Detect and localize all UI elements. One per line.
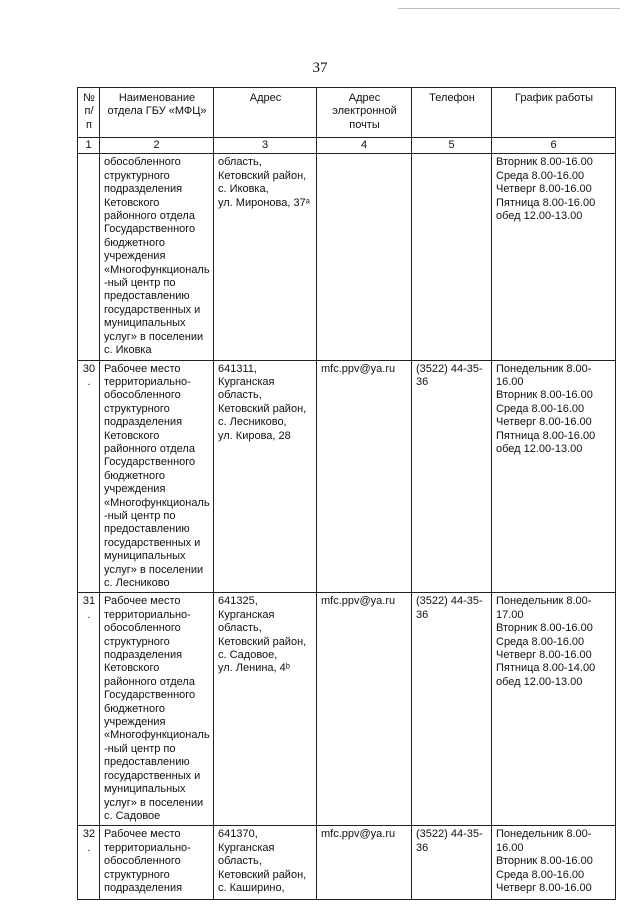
cell-line: обособленного [104, 156, 181, 169]
cell-line: Государственного [104, 689, 196, 702]
cell-line: Среда 8.00-16.00 [496, 635, 585, 648]
cell-line: -ный центр по [104, 742, 176, 755]
table-row [78, 826, 616, 900]
cell-line: обособленного [104, 389, 181, 402]
cell-line: Кетовский район, [218, 402, 307, 415]
cell-line: территориально- [104, 375, 191, 388]
office-address [214, 826, 317, 900]
cell-line: Кетовского [104, 662, 160, 675]
cell-line: бюджетного [104, 702, 165, 715]
row-number: 32. [78, 826, 100, 900]
header-row [78, 88, 616, 138]
row-number [78, 154, 100, 360]
cell-line: 641370, [218, 828, 258, 841]
table-row [78, 360, 616, 593]
cell-line: 16.00 [496, 375, 524, 388]
cell-line: территориально- [104, 608, 191, 621]
cell-line: Рабочее место [104, 595, 181, 608]
cell-line: Четверг 8.00-16.00 [496, 649, 592, 662]
column-number: 6 [492, 138, 616, 154]
cell-line: Вторник 8.00-16.00 [496, 156, 593, 169]
cell-line: Государственного [104, 456, 196, 469]
cell-line: Пятница 8.00-16.00 [496, 429, 596, 442]
office-phone [412, 360, 492, 593]
cell-line: Среда 8.00-16.00 [496, 868, 585, 881]
cell-line: Кетовский район, [218, 868, 307, 881]
cell-line: структурного [104, 402, 170, 415]
office-email: mfc.ppv@ya.ru [317, 826, 412, 900]
cell-line: «Многофункциональ [104, 263, 210, 276]
cell-line: Четверг 8.00-16.00 [496, 416, 592, 429]
cell-line: 36 [416, 375, 429, 388]
cell-line: Среда 8.00-16.00 [496, 402, 585, 415]
cell-line: область, [218, 622, 262, 635]
cell-line: подразделения [104, 416, 183, 429]
cell-line: Вторник 8.00-16.00 [496, 855, 593, 868]
cell-line: территориально- [104, 841, 191, 854]
office-address [214, 360, 317, 593]
cell-line: Вторник 8.00-16.00 [496, 389, 593, 402]
offices-table [77, 87, 616, 900]
cell-line: структурного [104, 868, 170, 881]
cell-line: Среда 8.00-16.00 [496, 169, 585, 182]
header-num: № п/п [78, 88, 100, 138]
cell-line: предоставлению [104, 756, 190, 769]
table-row [78, 154, 616, 360]
cell-line: 36 [416, 608, 429, 621]
cell-line: -ный центр по [104, 277, 176, 290]
cell-line: область, [218, 855, 262, 868]
cell-line: ул. Миронова, 37ᵃ [218, 196, 310, 209]
cell-line: муниципальных [104, 317, 186, 330]
header-phone: Телефон [412, 88, 492, 138]
header-email: Адрес электронной почты [317, 88, 412, 138]
cell-line: «Многофункциональ [104, 496, 210, 509]
cell-line: (3522) 44-35- [416, 595, 483, 608]
office-address [214, 154, 317, 360]
cell-line: структурного [104, 169, 170, 182]
column-number-row [78, 138, 616, 154]
cell-line: Понедельник 8.00- [496, 595, 592, 608]
cell-line: (3522) 44-35- [416, 362, 483, 375]
cell-line: муниципальных [104, 550, 186, 563]
row-number: 30. [78, 360, 100, 593]
office-phone [412, 593, 492, 826]
cell-line: с. Садовое, [218, 649, 278, 662]
office-name [100, 593, 214, 826]
cell-line: 17.00 [496, 608, 524, 621]
cell-line: Понедельник 8.00- [496, 362, 592, 375]
cell-line: услуг» в поселении [104, 330, 204, 343]
cell-line: Рабочее место [104, 362, 181, 375]
cell-line: область, [218, 389, 262, 402]
cell-line: районного отдела [104, 210, 195, 223]
office-address [214, 593, 317, 826]
cell-line: подразделения [104, 649, 183, 662]
office-schedule [492, 826, 616, 900]
cell-line: муниципальных [104, 783, 186, 796]
office-email [317, 154, 412, 360]
cell-line: 641311, [218, 362, 257, 375]
cell-line: Курганская [218, 375, 275, 388]
cell-line: с. Садовое [104, 809, 161, 822]
header-address: Адрес [214, 88, 317, 138]
cell-line: учреждения [104, 716, 166, 729]
office-schedule [492, 360, 616, 593]
cell-line: районного отдела [104, 442, 195, 455]
cell-line: Кетовского [104, 429, 160, 442]
cell-line: Кетовский район, [218, 635, 307, 648]
cell-line: 36 [416, 841, 429, 854]
cell-line: обед 12.00-13.00 [496, 442, 583, 455]
cell-line: ул. Кирова, 28 [218, 429, 291, 442]
office-email: mfc.ppv@ya.ru [317, 593, 412, 826]
cell-line: предоставлению [104, 290, 190, 303]
table-row [78, 593, 616, 826]
office-schedule [492, 154, 616, 360]
cell-line: 16.00 [496, 841, 524, 854]
cell-line: подразделения [104, 183, 183, 196]
cell-line: бюджетного [104, 236, 165, 249]
cell-line: Понедельник 8.00- [496, 828, 592, 841]
cell-line: государственных и [104, 303, 201, 316]
cell-line: Рабочее место [104, 828, 181, 841]
cell-line: районного отдела [104, 675, 195, 688]
office-email: mfc.ppv@ya.ru [317, 360, 412, 593]
cell-line: Четверг 8.00-16.00 [496, 881, 592, 894]
row-number: 31. [78, 593, 100, 826]
column-number: 3 [214, 138, 317, 154]
cell-line: Четверг 8.00-16.00 [496, 183, 592, 196]
cell-line: учреждения [104, 250, 166, 263]
cell-line: Курганская [218, 608, 275, 621]
cell-line: с. Иковка [104, 344, 152, 357]
cell-line: государственных и [104, 769, 201, 782]
cell-line: Вторник 8.00-16.00 [496, 622, 593, 635]
column-number: 4 [317, 138, 412, 154]
column-number: 5 [412, 138, 492, 154]
cell-line: подразделения [104, 881, 183, 894]
cell-line: с. Каширино, [218, 881, 285, 894]
cell-line: услуг» в поселении [104, 563, 204, 576]
cell-line: Пятница 8.00-16.00 [496, 196, 596, 209]
cell-line: обед 12.00-13.00 [496, 210, 583, 223]
cell-line: обособленного [104, 622, 181, 635]
cell-line: учреждения [104, 483, 166, 496]
cell-line: Пятница 8.00-14.00 [496, 662, 596, 675]
cell-line: обед 12.00-13.00 [496, 675, 583, 688]
cell-line: область, [218, 156, 262, 169]
cell-line: Кетовский район, [218, 169, 307, 182]
cell-line: 641325, [218, 595, 258, 608]
office-name [100, 826, 214, 900]
header-schedule: График работы [492, 88, 616, 138]
cell-line: Государственного [104, 223, 196, 236]
cell-line: с. Иковка, [218, 183, 269, 196]
office-phone [412, 154, 492, 360]
office-schedule [492, 593, 616, 826]
cell-line: Кетовского [104, 196, 160, 209]
cell-line: Курганская [218, 841, 275, 854]
cell-line: с. Лесниково, [218, 416, 287, 429]
office-phone [412, 826, 492, 900]
cell-line: обособленного [104, 855, 181, 868]
office-name [100, 360, 214, 593]
header-name: Наименование отдела ГБУ «МФЦ» [100, 88, 214, 138]
column-number: 2 [100, 138, 214, 154]
cell-line: «Многофункциональ [104, 729, 210, 742]
cell-line: (3522) 44-35- [416, 828, 483, 841]
top-rule [398, 8, 620, 9]
cell-line: -ный центр по [104, 509, 176, 522]
cell-line: предоставлению [104, 523, 190, 536]
page-number: 37 [312, 60, 328, 76]
cell-line: услуг» в поселении [104, 796, 204, 809]
cell-line: бюджетного [104, 469, 165, 482]
cell-line: с. Лесниково [104, 577, 170, 589]
office-name [100, 154, 214, 360]
column-number: 1 [78, 138, 100, 154]
cell-line: структурного [104, 635, 170, 648]
cell-line: ул. Ленина, 4ᵇ [218, 662, 290, 675]
cell-line: государственных и [104, 536, 201, 549]
